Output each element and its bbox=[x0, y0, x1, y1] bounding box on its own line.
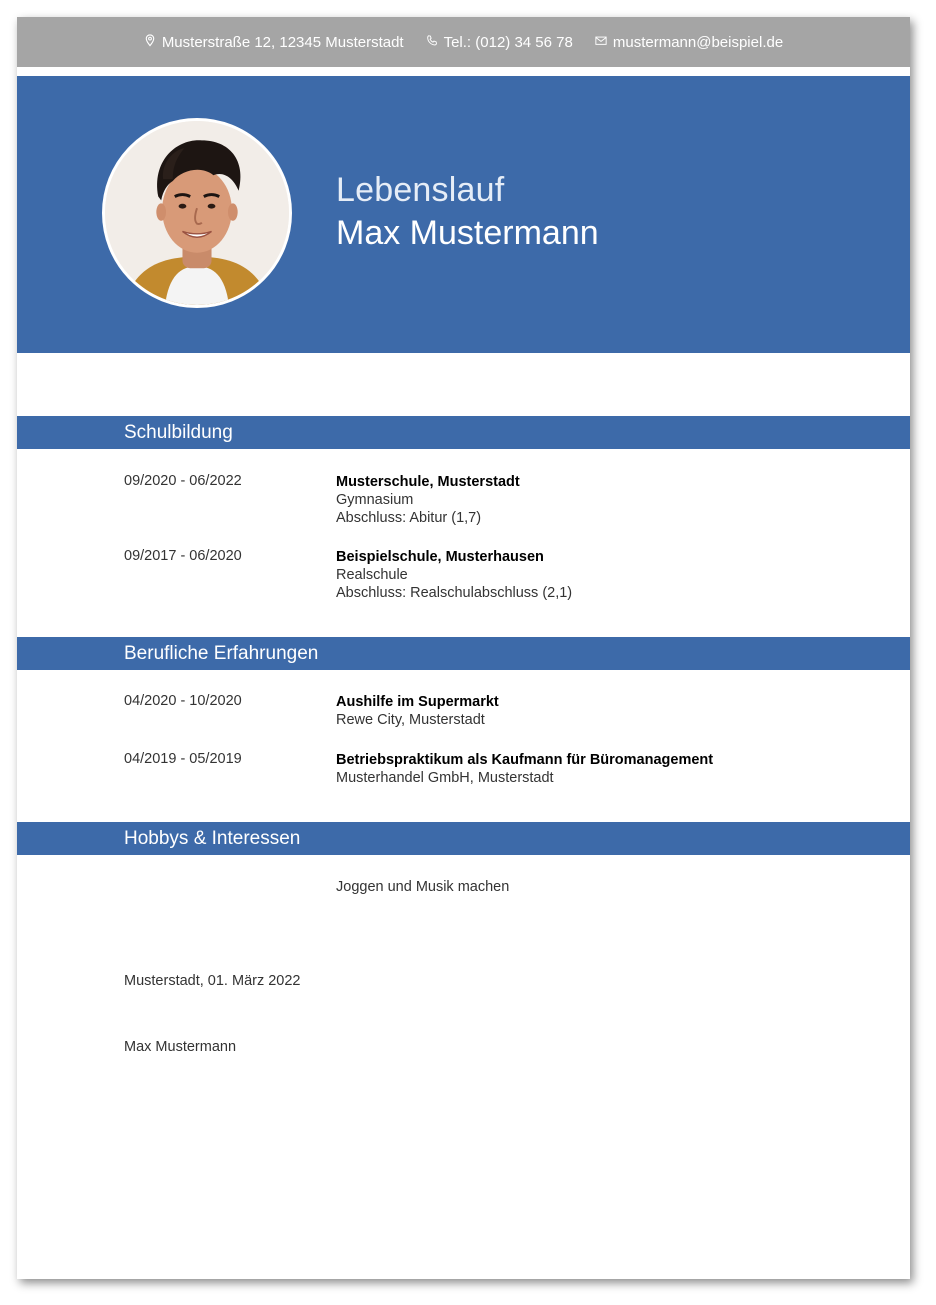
entry-dates: 09/2020 - 06/2022 bbox=[124, 473, 242, 489]
entry-details bbox=[336, 548, 572, 602]
section-heading-experience: Berufliche Erfahrungen bbox=[17, 637, 910, 670]
entry-dates: 04/2020 - 10/2020 bbox=[124, 693, 242, 709]
entry-details bbox=[336, 693, 499, 729]
entry-dates: 04/2019 - 05/2019 bbox=[124, 751, 242, 767]
person-name: Max Mustermann bbox=[336, 214, 599, 252]
entry-line: Rewe City, Musterstadt bbox=[336, 712, 485, 728]
entry-line: Abschluss: Abitur (1,7) bbox=[336, 510, 482, 526]
contact-phone bbox=[426, 34, 573, 51]
section-heading-hobbies: Hobbys & Interessen bbox=[17, 822, 910, 855]
location-pin-icon bbox=[144, 34, 156, 51]
section-heading-education: Schulbildung bbox=[17, 416, 910, 449]
contact-bar bbox=[17, 17, 910, 67]
entry-line: Abschluss: Realschulabschluss (2,1) bbox=[336, 585, 573, 601]
contact-email bbox=[595, 34, 783, 51]
place-date: Musterstadt, 01. März 2022 bbox=[124, 973, 301, 989]
mail-icon bbox=[595, 34, 607, 51]
phone-text: Tel.: (012) 34 56 78 bbox=[443, 33, 573, 51]
phone-icon bbox=[426, 34, 438, 51]
entry-dates: 09/2017 - 06/2020 bbox=[124, 548, 242, 564]
entry-title: Musterschule, Musterstadt bbox=[336, 474, 520, 490]
entry-line: Musterhandel GmbH, Musterstadt bbox=[336, 770, 554, 786]
hobbies-text: Joggen und Musik machen bbox=[336, 879, 510, 895]
email-text: mustermann@beispiel.de bbox=[612, 33, 784, 51]
entry-details bbox=[336, 751, 713, 787]
cv-page bbox=[17, 17, 910, 1279]
entry-details bbox=[336, 473, 520, 527]
profile-photo-illustration bbox=[105, 121, 289, 305]
signature-name: Max Mustermann bbox=[124, 1039, 237, 1055]
entry-title: Betriebspraktikum als Kaufmann für Büromanagement bbox=[336, 752, 714, 768]
contact-address bbox=[144, 34, 404, 51]
document-title: Lebenslauf bbox=[336, 171, 505, 209]
entry-line: Realschule bbox=[336, 567, 408, 583]
header-band bbox=[17, 76, 910, 353]
address-text: Musterstraße 12, 12345 Musterstadt bbox=[161, 33, 404, 51]
profile-photo bbox=[102, 118, 292, 308]
entry-title: Beispielschule, Musterhausen bbox=[336, 549, 544, 565]
entry-line: Gymnasium bbox=[336, 492, 414, 508]
entry-title: Aushilfe im Supermarkt bbox=[336, 694, 499, 710]
